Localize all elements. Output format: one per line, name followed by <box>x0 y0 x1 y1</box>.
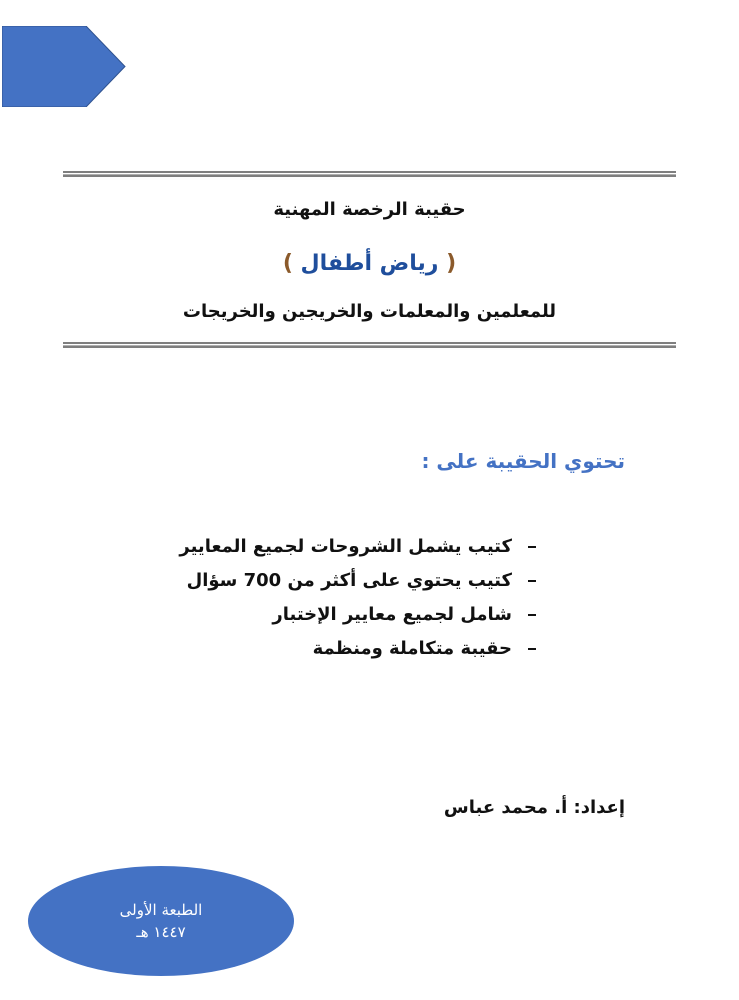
top-divider <box>63 171 676 177</box>
list-item: حقيبة متكاملة ومنظمة <box>179 632 536 666</box>
contains-heading: تحتوي الحقيبة على : <box>421 449 625 473</box>
list-item: شامل لجميع معايير الإختبار <box>179 598 536 632</box>
subtitle-text: رياض أطفال <box>292 251 447 276</box>
edition-badge <box>28 866 294 976</box>
bullet-dash-icon <box>528 546 536 548</box>
edition-year: ١٤٤٧ هـ <box>136 923 186 941</box>
edition-label: الطبعة الأولى <box>119 901 203 919</box>
bullet-dash-icon <box>528 648 536 650</box>
pentagon-arrow-shape <box>2 26 126 107</box>
cover-title: حقيبة الرخصة المهنية <box>273 199 466 220</box>
subtitle-close-paren: ) <box>282 251 293 276</box>
subtitle-open-paren: ( <box>446 251 457 276</box>
bottom-divider <box>63 342 676 348</box>
bullet-dash-icon <box>528 614 536 616</box>
author-credit: إعداد: أ. محمد عباس <box>443 797 625 818</box>
list-item: كتيب يشمل الشروحات لجميع المعايير <box>179 530 536 564</box>
cover-subtitle <box>63 251 676 276</box>
features-list <box>179 530 536 666</box>
bullet-dash-icon <box>528 580 536 582</box>
list-item: كتيب يحتوي على أكثر من 700 سؤال <box>179 564 536 598</box>
audience-line: للمعلمين والمعلمات والخريجين والخريجات <box>182 301 557 322</box>
